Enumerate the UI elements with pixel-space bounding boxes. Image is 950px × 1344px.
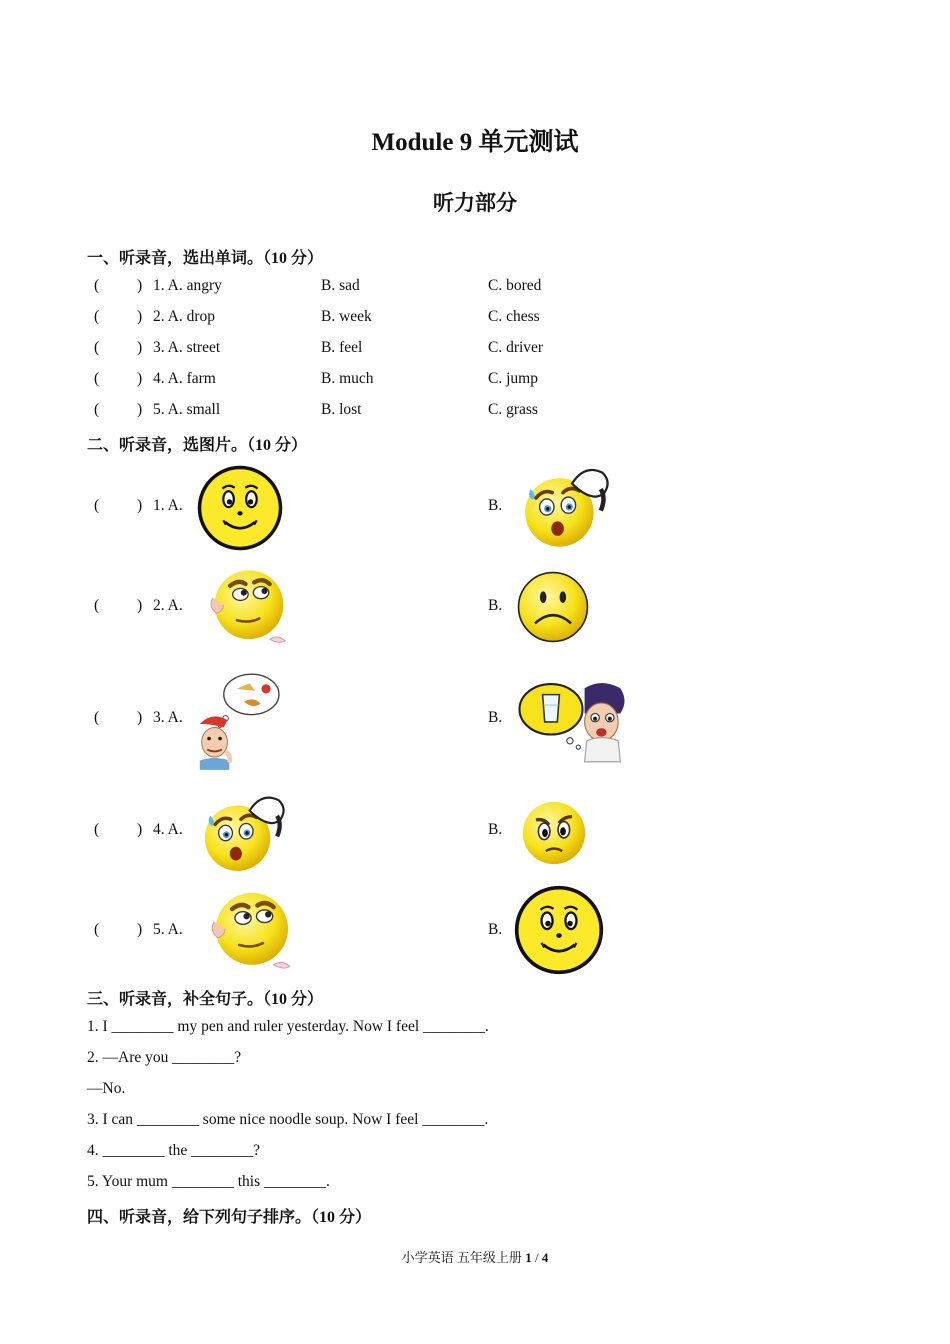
question-option-c: C. driver bbox=[488, 339, 544, 356]
worried-face-icon bbox=[514, 462, 612, 552]
answer-paren-close: ) bbox=[137, 821, 143, 838]
answer-paren-close: ) bbox=[137, 921, 143, 938]
answer-paren-close: ) bbox=[137, 401, 143, 418]
page-subtitle: 听力部分 bbox=[433, 191, 517, 215]
question-option-a: 2. A. drop bbox=[153, 308, 215, 325]
question-option-a: 1. A. angry bbox=[153, 277, 222, 294]
question-option-b: B. feel bbox=[321, 339, 363, 356]
page-total: 4 bbox=[541, 1250, 549, 1265]
question-option-b: B. much bbox=[321, 370, 374, 387]
question-option-b: B. week bbox=[321, 308, 372, 325]
page-footer bbox=[0, 1247, 950, 1266]
fill-blank-sentence: 4. ________ the ________? bbox=[87, 1142, 261, 1159]
thirsty-boy-icon bbox=[510, 682, 634, 766]
question-option-b: B. bbox=[488, 497, 503, 514]
answer-paren-open: ( bbox=[94, 370, 100, 387]
question-option-b: B. bbox=[488, 821, 503, 838]
question-option-a: 2. A. bbox=[153, 597, 183, 614]
angry-face-icon bbox=[512, 792, 596, 874]
fill-blank-sentence: 1. I ________ my pen and ruler yesterday. Now I feel ________. bbox=[87, 1018, 489, 1035]
answer-paren-close: ) bbox=[137, 709, 143, 726]
question-option-c: C. bored bbox=[488, 277, 542, 294]
answer-paren-open: ( bbox=[94, 709, 100, 726]
happy-face-icon bbox=[196, 464, 284, 552]
part1-row bbox=[87, 339, 887, 363]
bored-face-icon bbox=[196, 882, 308, 972]
answer-paren-close: ) bbox=[137, 597, 143, 614]
question-option-b: B. sad bbox=[321, 277, 360, 294]
part1-row bbox=[87, 370, 887, 394]
question-option-a: 1. A. bbox=[153, 497, 183, 514]
happy-face-icon bbox=[512, 884, 606, 976]
sad-face-icon bbox=[510, 566, 596, 648]
part3-heading: 三、听录音，补全句子。（10 分） bbox=[87, 991, 324, 1008]
fill-blank-sentence: 2. —Are you ________? bbox=[87, 1049, 242, 1066]
question-option-c: C. jump bbox=[488, 370, 538, 387]
fill-blank-sentence: —No. bbox=[87, 1080, 126, 1097]
bored-face-icon bbox=[196, 560, 302, 646]
question-option-b: B. lost bbox=[321, 401, 362, 418]
fill-blank-sentence: 3. I can ________ some nice noodle soup. Now I feel ________. bbox=[87, 1111, 489, 1128]
footer-label: 小学英语 五年级上册 bbox=[401, 1250, 522, 1265]
answer-paren-open: ( bbox=[94, 339, 100, 356]
question-option-c: C. grass bbox=[488, 401, 538, 418]
question-option-a: 3. A. street bbox=[153, 339, 221, 356]
hungry-boy-icon bbox=[198, 672, 290, 772]
answer-paren-open: ( bbox=[94, 597, 100, 614]
part1-heading: 一、听录音，选出单词。（10 分） bbox=[87, 250, 324, 267]
answer-paren-open: ( bbox=[94, 401, 100, 418]
page-separator: / bbox=[531, 1250, 542, 1265]
answer-paren-close: ) bbox=[137, 497, 143, 514]
answer-paren-open: ( bbox=[94, 277, 100, 294]
question-option-a: 4. A. farm bbox=[153, 370, 216, 387]
question-option-a: 5. A. bbox=[153, 921, 183, 938]
question-option-a: 4. A. bbox=[153, 821, 183, 838]
answer-paren-open: ( bbox=[94, 497, 100, 514]
question-option-c: C. chess bbox=[488, 308, 540, 325]
worried-face-icon bbox=[194, 790, 288, 876]
fill-blank-sentence: 5. Your mum ________ this ________. bbox=[87, 1173, 330, 1190]
answer-paren-close: ) bbox=[137, 308, 143, 325]
question-option-b: B. bbox=[488, 597, 503, 614]
part4-heading: 四、听录音，给下列句子排序。（10 分） bbox=[87, 1209, 372, 1226]
answer-paren-close: ) bbox=[137, 370, 143, 387]
part1-row bbox=[87, 277, 887, 301]
part1-row bbox=[87, 308, 887, 332]
answer-paren-open: ( bbox=[94, 921, 100, 938]
question-option-b: B. bbox=[488, 709, 503, 726]
answer-paren-close: ) bbox=[137, 339, 143, 356]
answer-paren-open: ( bbox=[94, 821, 100, 838]
part2-heading: 二、听录音，选图片。（10 分） bbox=[87, 437, 308, 454]
answer-paren-close: ) bbox=[137, 277, 143, 294]
question-option-a: 5. A. small bbox=[153, 401, 221, 418]
question-option-b: B. bbox=[488, 921, 503, 938]
question-option-a: 3. A. bbox=[153, 709, 183, 726]
page-number: 1 bbox=[525, 1250, 532, 1265]
page-title: Module 9 单元测试 bbox=[371, 129, 579, 156]
answer-paren-open: ( bbox=[94, 308, 100, 325]
part1-row bbox=[87, 401, 887, 425]
